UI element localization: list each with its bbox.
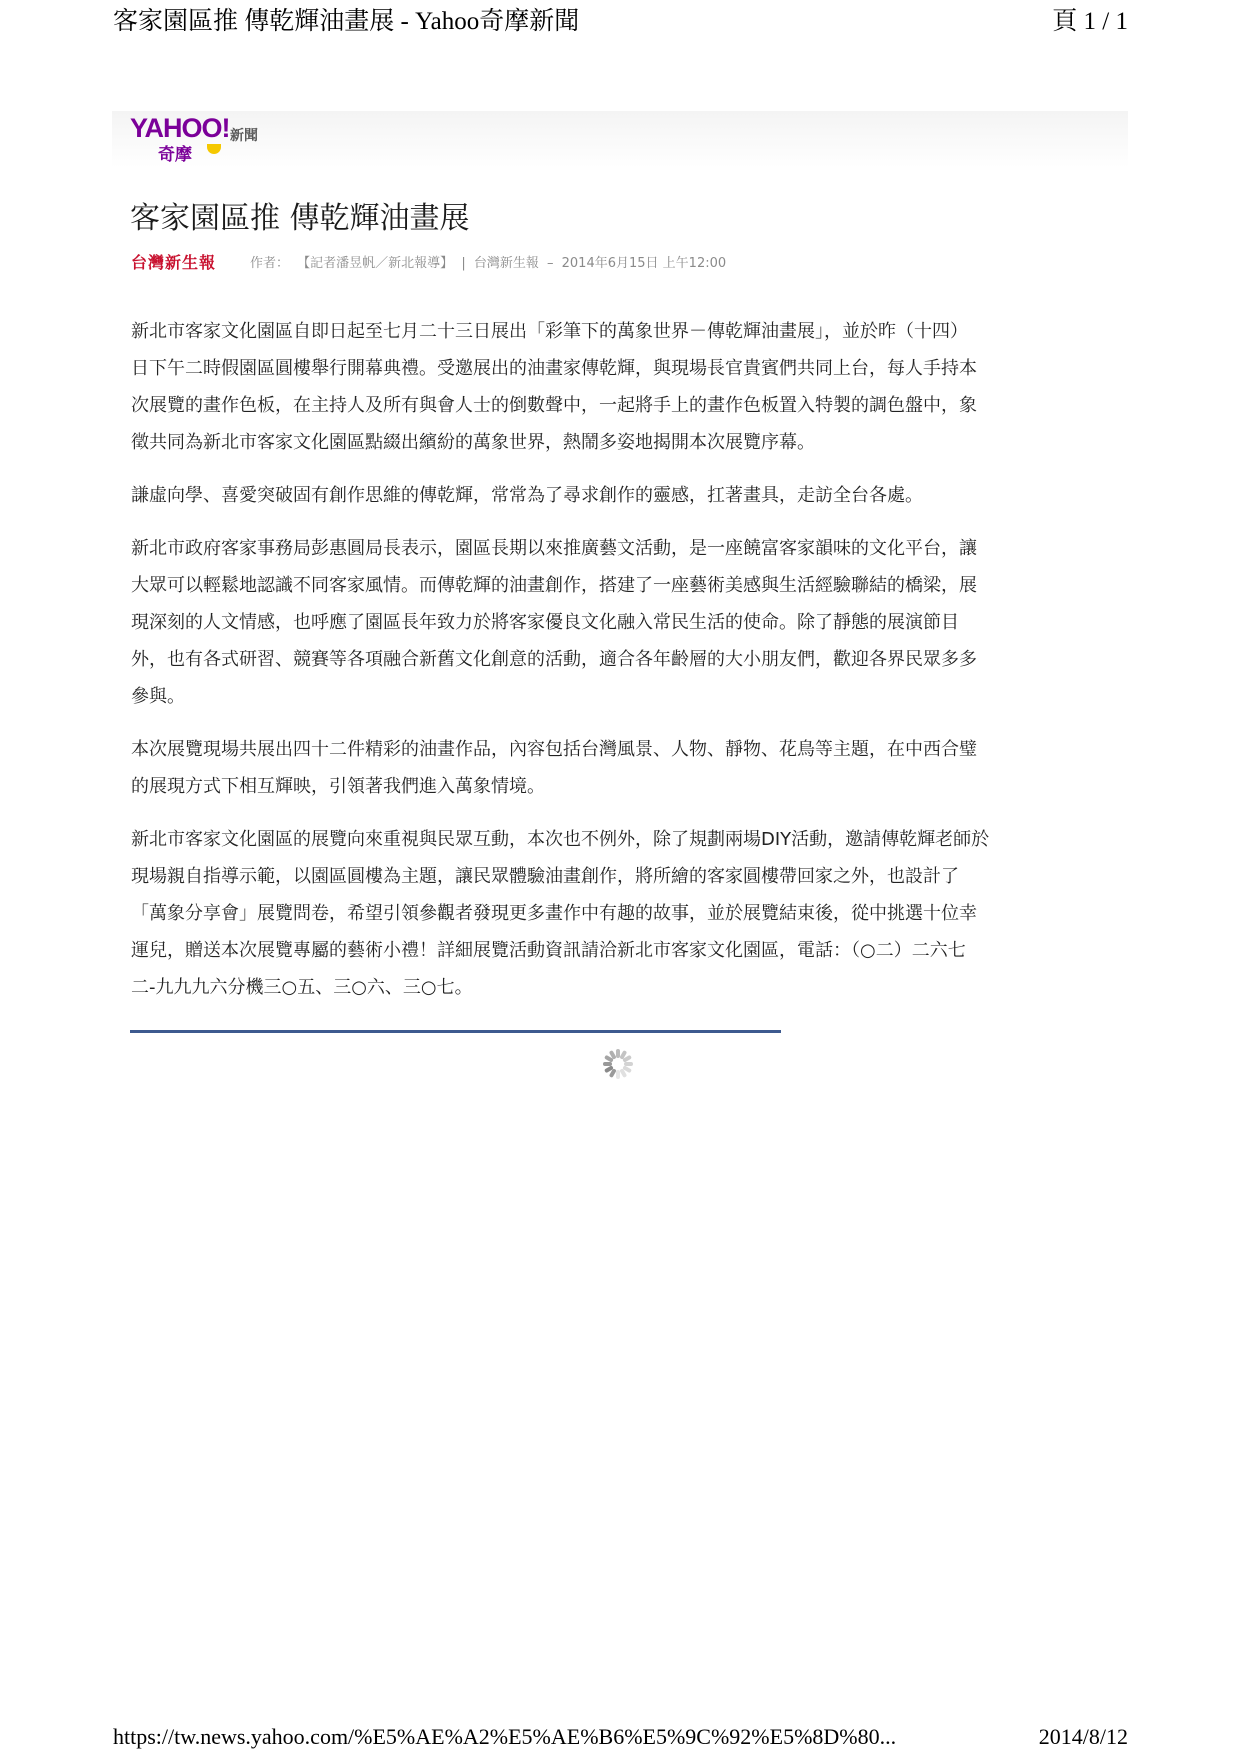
paragraph-line: 徵共同為新北市客家文化園區點綴出繽紛的萬象世界，熱鬧多姿地揭開本次展覽序幕。 — [131, 432, 815, 453]
article-body — [131, 313, 1111, 1022]
section-divider — [130, 1030, 781, 1033]
article-paragraph — [131, 530, 1111, 715]
article-paragraph — [131, 731, 1111, 805]
paragraph-line: 謙虛向學、喜愛突破固有創作思維的傳乾輝，常常為了尋求創作的靈感，扛著畫具，走訪全台各處。 — [131, 485, 923, 506]
paragraph-line: 運兒，贈送本次展覽專屬的藝術小禮！詳細展覽活動資訊請洽新北市客家文化園區，電話：（○二）二六七 — [131, 940, 966, 961]
print-footer — [0, 1722, 1240, 1754]
paragraph-line: 現深刻的人文情感，也呼應了園區長年致力於將客家優良文化融入常民生活的使命。除了靜態的展演節目 — [131, 612, 959, 633]
paragraph-line: 日下午二時假園區圓樓舉行開幕典禮。受邀展出的油畫家傳乾輝，與現場長官貴賓們共同上台，每人手持本 — [131, 358, 977, 379]
paragraph-line: 新北市客家文化園區的展覽向來重視與民眾互動，本次也不例外，除了規劃兩場DIY活動，邀請傳乾輝老師於 — [131, 829, 990, 850]
author-label: 作者： — [250, 256, 290, 271]
paragraph-line: 本次展覽現場共展出四十二件精彩的油畫作品，內容包括台灣風景、人物、靜物、花鳥等主題，在中西合璧 — [131, 739, 977, 760]
publisher-name: 台灣新生報 — [473, 256, 539, 271]
yahoo-logo[interactable] — [130, 113, 230, 163]
date-separator: – — [547, 256, 554, 271]
print-page-number: 頁 1 / 1 — [1052, 8, 1128, 35]
article-title: 客家園區推 傳乾輝油畫展 — [130, 201, 470, 236]
publish-date: 2014年6月15日 上午12:00 — [561, 256, 727, 271]
paragraph-line: 的展現方式下相互輝映，引領著我們進入萬象情境。 — [131, 776, 545, 797]
site-header — [112, 111, 1128, 168]
paragraph-line: 新北市客家文化園區自即日起至七月二十三日展出「彩筆下的萬象世界－傳乾輝油畫展」，並於昨（十四） — [131, 321, 968, 342]
paragraph-line: 「萬象分享會」展覽問卷，希望引領參觀者發現更多畫作中有趣的故事，並於展覽結束後，從中挑選十位幸 — [131, 903, 977, 924]
print-header — [0, 0, 1240, 34]
logo-wordmark: YAHOO! — [130, 113, 230, 143]
loading-spinner-icon — [601, 1047, 635, 1081]
paragraph-line: 二-九九九六分機三○五、三○六、三○七。 — [131, 977, 473, 998]
logo-subtext: 奇摩 — [158, 145, 192, 165]
article-paragraph — [131, 313, 1111, 461]
article-paragraph — [131, 477, 1111, 514]
source-logo[interactable]: 台灣新生報 — [131, 253, 217, 272]
author-name: 【記者潘昱帆／新北報導】 — [297, 256, 454, 271]
article-paragraph — [131, 821, 1111, 1006]
byline — [250, 252, 730, 271]
paragraph-line: 現場親自指導示範，以園區圓樓為主題，讓民眾體驗油畫創作，將所繪的客家圓樓帶回家之外，也設計了 — [131, 866, 959, 887]
paragraph-line: 參與。 — [131, 686, 185, 707]
paragraph-line: 大眾可以輕鬆地認識不同客家風情。而傳乾輝的油畫創作，搭建了一座藝術美感與生活經驗聯結的橋梁，展 — [131, 575, 977, 596]
paragraph-line: 外，也有各式研習、競賽等各項融合新舊文化創意的活動，適合各年齡層的大小朋友們，歡迎各界民眾多多 — [131, 649, 977, 670]
paragraph-line: 新北市政府客家事務局彭惠圓局長表示，園區長期以來推廣藝文活動，是一座饒富客家韻味的文化平台，讓 — [131, 538, 977, 559]
paragraph-line: 次展覽的畫作色板，在主持人及所有與會人士的倒數聲中，一起將手上的畫作色板置入特製的調色盤中，象 — [131, 395, 977, 416]
print-page-title: 客家園區推 傳乾輝油畫展 - Yahoo奇摩新聞 — [113, 8, 580, 35]
smile-icon — [207, 144, 221, 154]
print-date: 2014/8/12 — [1038, 1724, 1128, 1749]
print-url: https://tw.news.yahoo.com/%E5%AE%A2%E5%AE%B6%E5%9C%92%E5%8D%80... — [113, 1724, 897, 1749]
section-label[interactable]: 新聞 — [230, 128, 258, 144]
byline-separator: | — [461, 256, 466, 271]
